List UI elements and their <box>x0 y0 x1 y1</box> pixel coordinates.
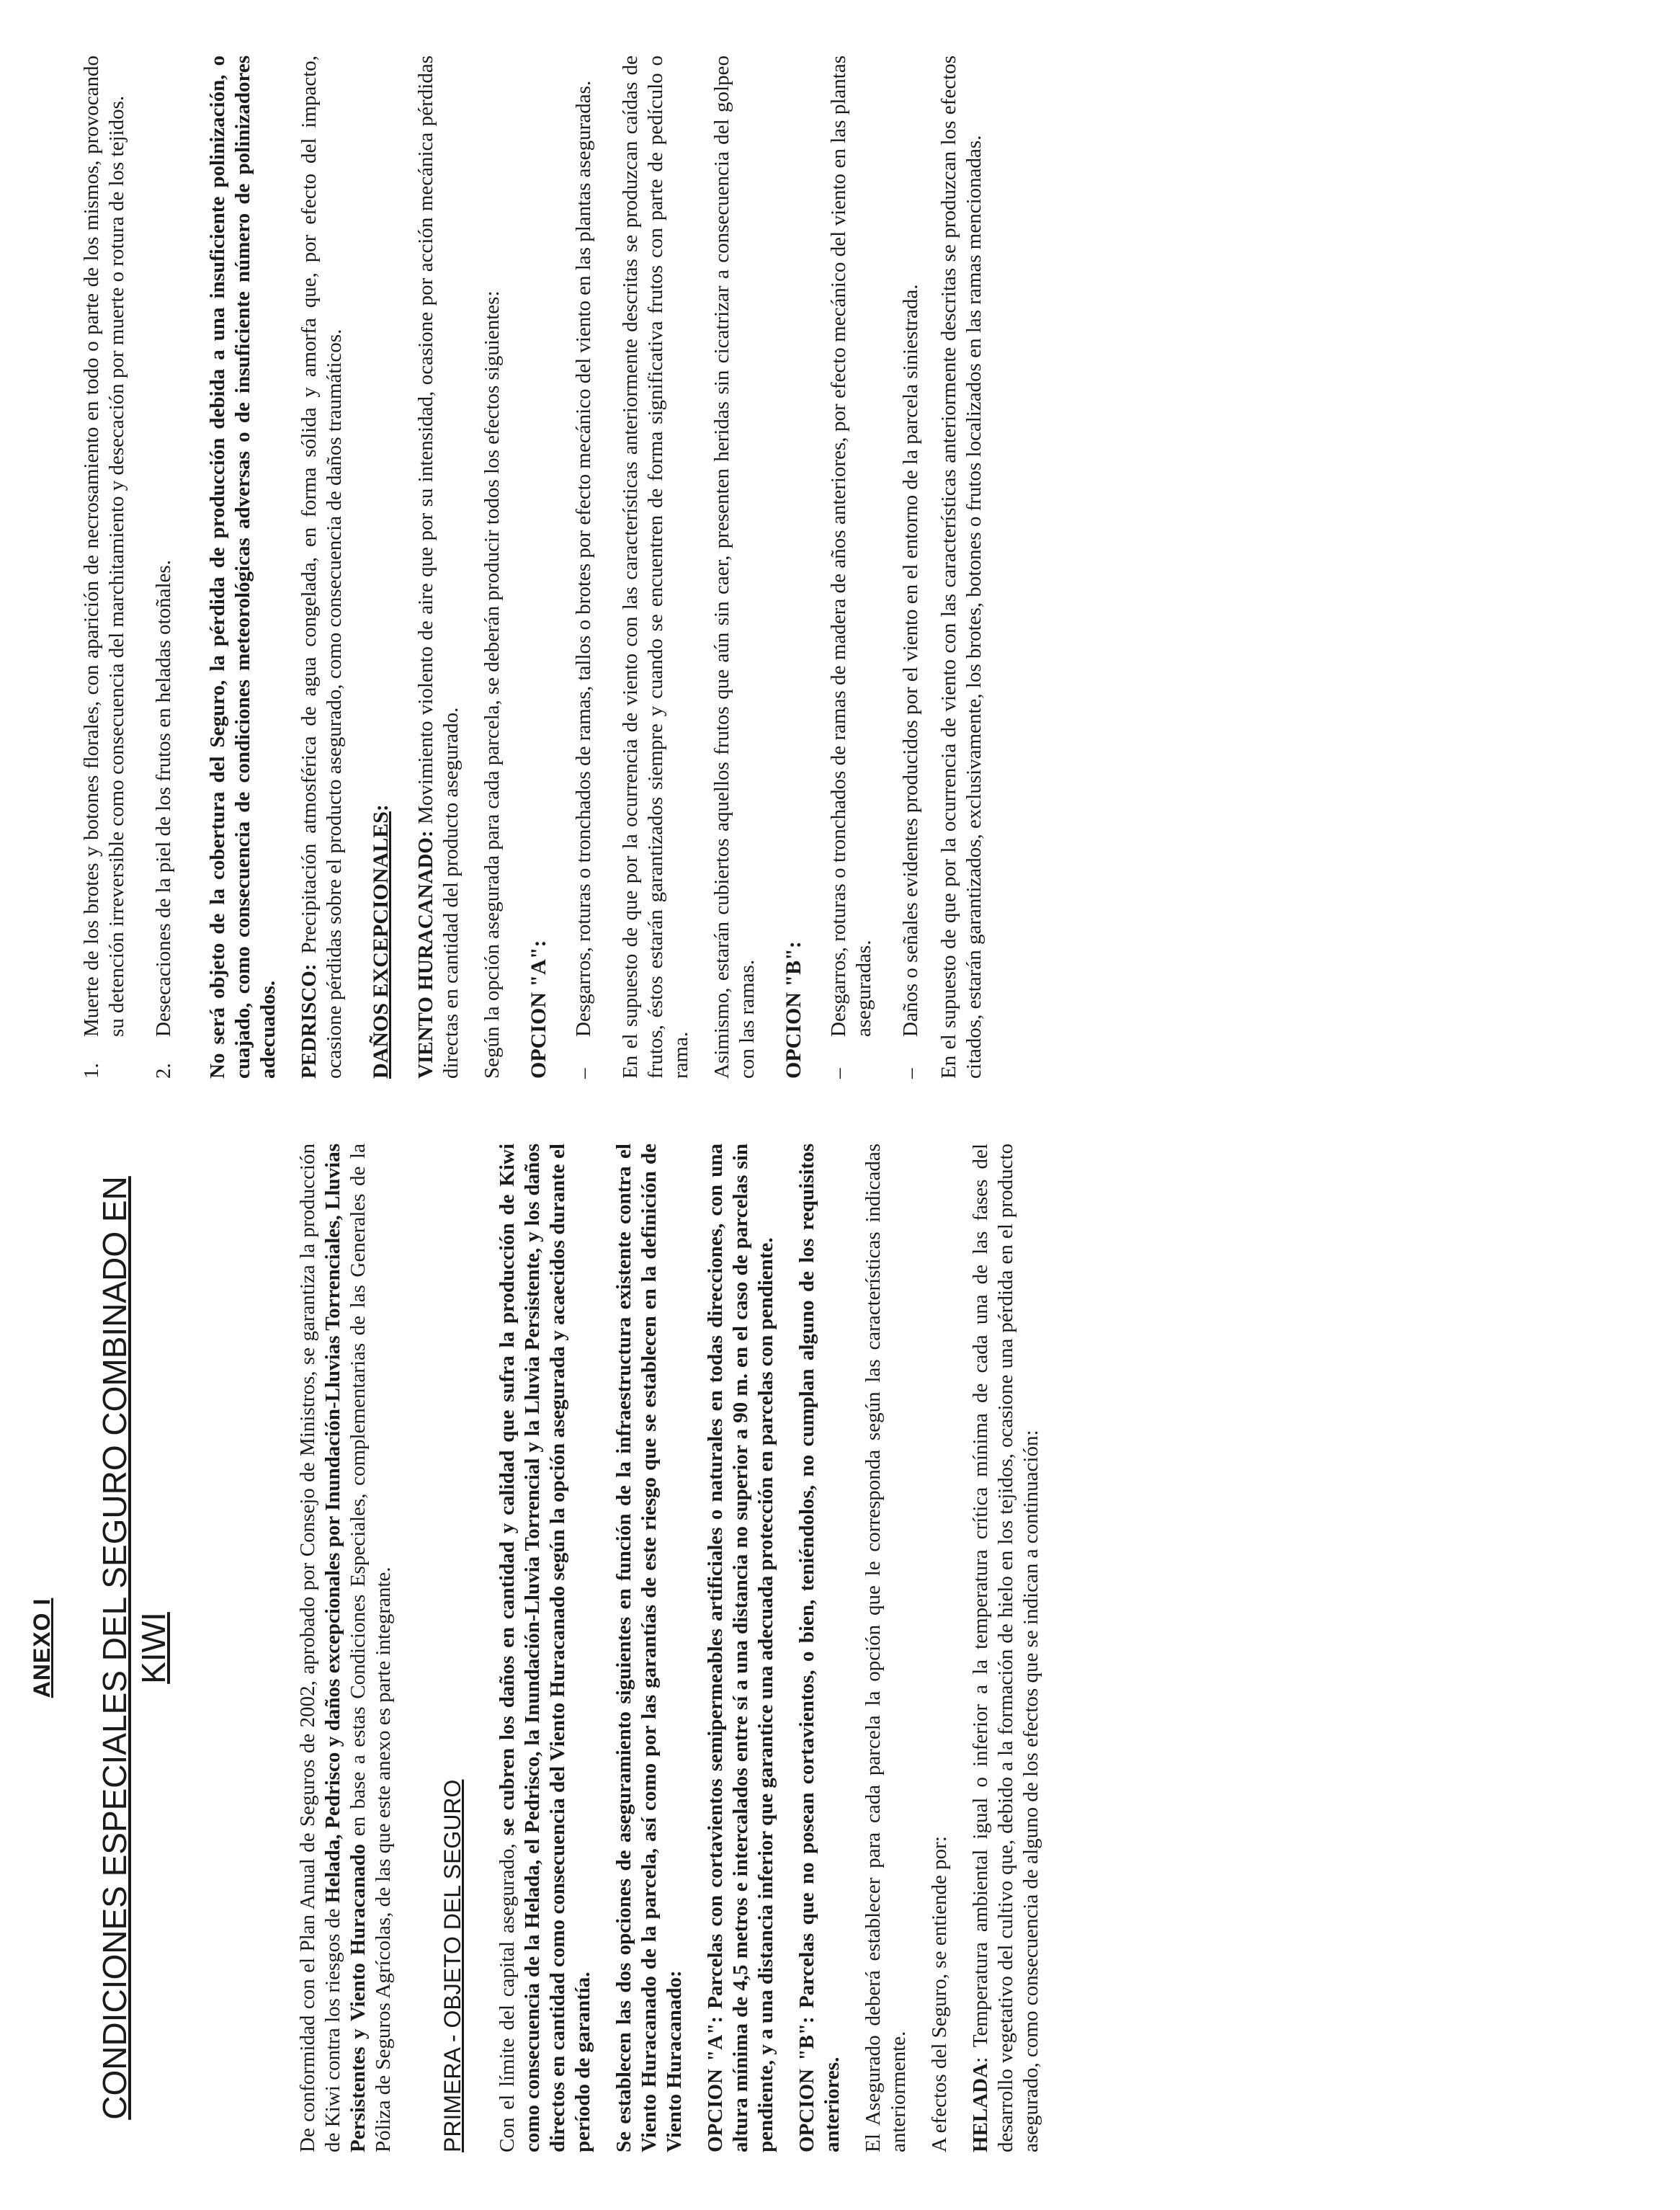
viento-label: VIENTO HURACANADO: <box>414 830 437 1079</box>
helada-definition <box>968 1144 1044 2152</box>
primera-paragraph-1 <box>495 1144 596 2152</box>
helada-label: HELADA <box>969 2062 992 2152</box>
dash-bullet: – <box>572 1068 595 1079</box>
primera-paragraph-5: El Asegurado deberá establecer para cada parcela la opción que le corresponda según las características indicadas anteriormente. <box>862 1144 910 2152</box>
pedrisco-definition <box>297 55 347 1079</box>
list-item-text: Muerte de los brotes y botones florales, con aparición de necrosamiento en todo o parte de los mismos, provocando su detención irreversible como consecuencia del marchitamiento y desecación por muerte o rotura de los tejidos. <box>80 55 128 1037</box>
primera-paragraph-6: A efectos del Seguro, se entiende por: <box>928 1836 951 2152</box>
helada-text: : Temperatura ambiental igual o inferior a la temperatura crítica mínima de cada una de las fases del desarrollo vegetativo del cultivo que, debido a la formación de hielo en los tejidos, ocasione una pérdida en el producto asegurado, como consecuencia de alguno de los efectos que se indican a continuación: <box>969 1144 1042 2152</box>
opcion-b-paragraph-1: En el supuesto de que por la ocurrencia de viento con las características anteriormente descritas se produzcan los efectos citados, estarán garantizados, exclusivamente, los brotes, botones o frutos localizados en las ramas mencionadas. <box>937 55 986 1079</box>
opcion-a-paragraph-2: Asimismo, estarán cubiertos aquellos frutos que aún sin caer, presenten heridas sin cicatrizar a consecuencia del golpeo con las ramas. <box>710 55 759 1079</box>
dash-bullet: – <box>899 1068 922 1079</box>
viento-definition <box>414 55 464 1079</box>
segun-paragraph: Según la opción asegurada para cada parcela, se deberán producir todos los efectos siguientes: <box>481 290 504 1079</box>
opcion-a-heading: OPCION "A": <box>527 940 550 1079</box>
viento-text: Movimiento violento de aire que por su intensidad, ocasione por acción mecánica pérdidas directas en cantidad del producto asegurado. <box>414 55 463 1079</box>
intro-risks-bold: Helada, Pedrisco y daños excepcionales por Inundación-Lluvias Torrenciales, Lluvias Persistentes y Viento Huracanado <box>321 1144 370 2152</box>
list-number: 2. <box>152 1063 175 1079</box>
annex-title: ANEXO I <box>29 1598 55 1698</box>
list-item-text: Desecaciones de la piel de los frutos en heladas otoñales. <box>152 560 175 1037</box>
danos-excepcionales-heading <box>369 55 393 1079</box>
intro-text-1: De conformidad con el Plan Anual de Seguros de 2002, aprobado por Consejo de Ministros, se garantiza la producción de Kiwi contra los riesgos de <box>296 1144 344 2152</box>
list-item <box>826 55 877 1079</box>
list-item-text: Desgarros, roturas o tronchados de ramas de madera de años anteriores, por efecto mecánico del viento en las plantas aseguradas. <box>827 55 875 1037</box>
exclusion-paragraph: No será objeto de la cobertura del Seguro, la pérdida de producción debida a una insuficiente polinización, o cuajado, como consecuencia de condiciones meteorológicas adversas o de insuficiente número de polinizadores adecuados. <box>206 55 280 1079</box>
pedrisco-label: PEDRISCO: <box>298 963 321 1079</box>
opcion-b-definition: OPCION "B": Parcelas que no posean cortavientos, o bien, teniéndolos, no cumplan alguno de los requisitos anteriores. <box>795 1144 844 2152</box>
pedrisco-text: Precipitación atmosférica de agua congelada, en forma sólida y amorfa que, por efecto del impacto, ocasione pérdidas sobre el producto asegurado, como consecuencia de daños traumáticos. <box>298 55 346 1079</box>
dash-bullet: – <box>827 1068 850 1079</box>
list-item-text: Daños o señales evidentes producidos por el viento en el entorno de la parcela siniestrada. <box>899 284 922 1037</box>
danos-title: DAÑOS EXCEPCIONALES <box>369 811 393 1079</box>
left-column <box>29 1144 1060 2152</box>
list-item <box>571 55 597 1079</box>
opcion-a-paragraph-1: En el supuesto de que por la ocurrencia de viento con las características anteriormente descritas se produzcan caídas de frutos, éstos estarán garantizados siempre y cuando se encuentren de forma significativa frutos con parte de pedículo o rama. <box>619 55 692 1079</box>
opcion-b-heading: OPCION "B": <box>782 941 805 1079</box>
list-item <box>79 55 130 1079</box>
section-title-primera: PRIMERA - OBJETO DEL SEGURO <box>439 1779 465 2152</box>
list-item-text: Desgarros, roturas o tronchados de ramas, tallos o brotes por efecto mecánico del viento en las plantas aseguradas. <box>572 80 595 1037</box>
primera-p1-text: Con el límite del capital asegurado, <box>496 1835 519 2152</box>
primera-paragraph-2: Se establecen las dos opciones de aseguramiento siguientes en función de la infraestructura existente contra el Viento Huracanado de la parcela, así como por las garantías de este riesgo que se establecen en la definición de Viento Huracanado: <box>612 1144 686 2152</box>
primera-p1-bold: se cubren los daños en cantidad y calidad que sufra la producción de Kiwi como consecuencia de la Helada, el Pedrisco, la Inundación-Lluvia Torrencial y la Lluvia Persistente, y los daños directos en cantidad como consecuencia del Viento Huracanado según la opción asegurada y acaecidos durante el período de garantía. <box>496 1143 594 2152</box>
list-item <box>151 55 177 1079</box>
list-item <box>898 55 924 1079</box>
document-title: CONDICIONES ESPECIALES DEL SEGURO COMBINADO EN KIWI <box>96 1176 172 2120</box>
right-column <box>79 55 1003 1079</box>
danos-colon: : <box>369 804 393 812</box>
intro-text-2: en base a estas Condiciones Especiales, complementarias de las Generales de la Póliza de Seguros Agrícolas, de las que este anexo es parte integrante. <box>347 1144 395 2152</box>
intro-paragraph <box>295 1144 396 2152</box>
opcion-a-definition: OPCION "A": Parcelas con cortavientos semipermeables artificiales o naturales en todas direcciones, con una altura mínima de 4,5 metros e intercalados entre sí a una distancia no superior a 90 m. en el caso de parcelas sin pendiente, y a una distancia inferior que garantice una adecuada protección en parcelas con pendiente. <box>704 1144 777 2152</box>
list-number: 1. <box>80 1063 103 1079</box>
